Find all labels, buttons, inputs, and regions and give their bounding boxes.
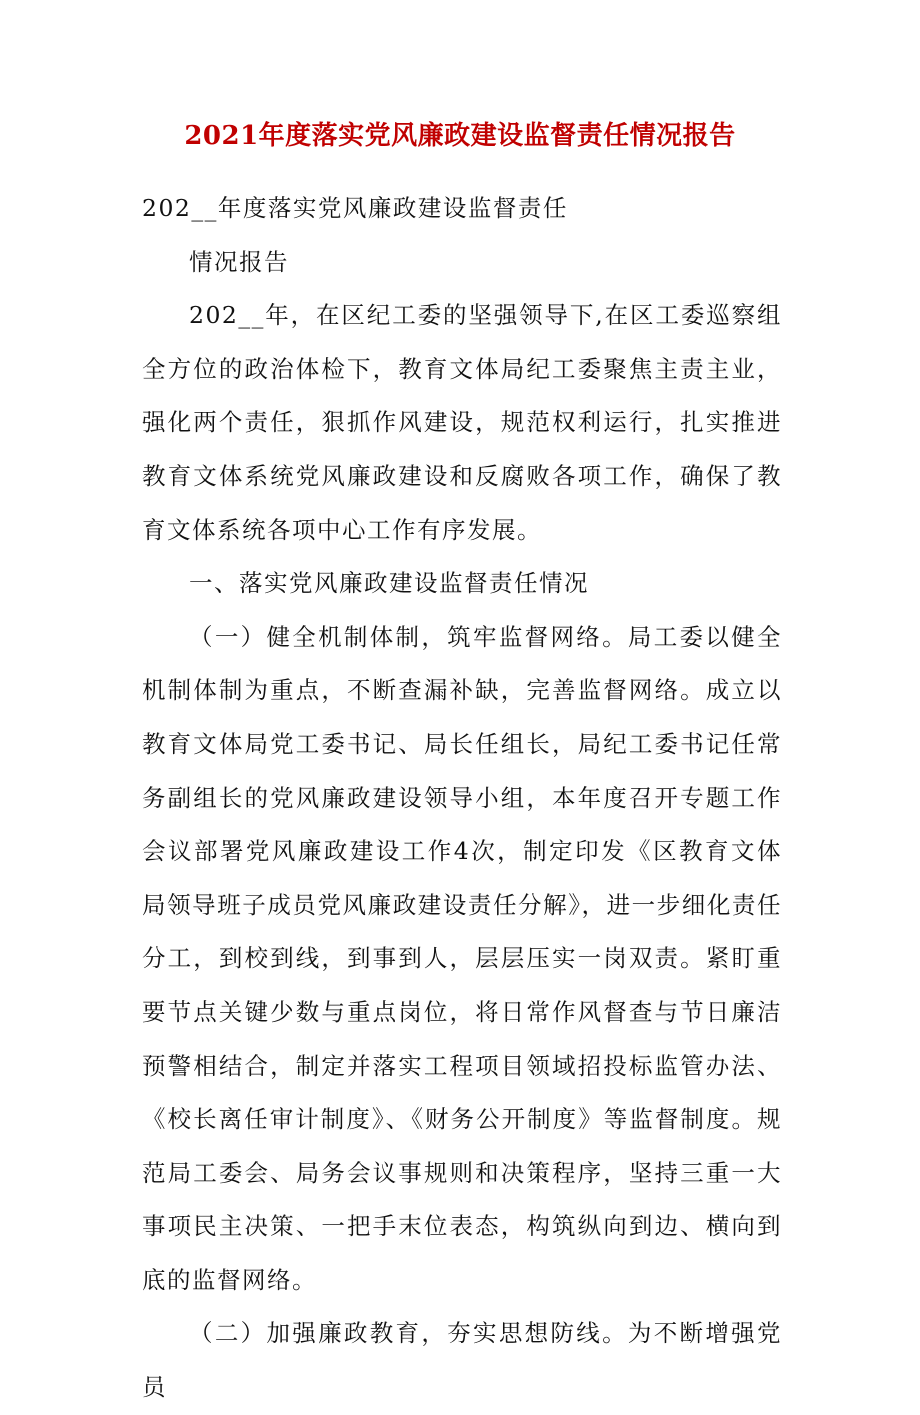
- document-body: [142, 182, 782, 1415]
- paragraph-section-1-1: （一）健全机制体制，筑牢监督网络。局工委以健全机制体制为重点，不断查漏补缺，完善监督网络。成立以教育文体局党工委书记、局长任组长，局纪工委书记任常务副组长的党风廉政建设领导小组，本年度召开专题工作会议部署党风廉政建设工作4次，制定印发《区教育文体局领导班子成员党风廉政建设责任分解》，进一步细化责任分工，到校到线，到事到人，层层压实一岗双责。紧盯重要节点关键少数与重点岗位，将日常作风督查与节日廉洁预警相结合，制定并落实工程项目领域招投标监管办法、《校长离任审计制度》、《财务公开制度》等监督制度。规范局工委会、局务会议事规则和决策程序，坚持三重一大事项民主决策、一把手末位表态，构筑纵向到边、横向到底的监督网络。: [142, 622, 782, 1294]
- subtitle-line-1: 202__年度落实党风廉政建设监督责任: [142, 194, 568, 222]
- document-title: 2021年度落实党风廉政建设监督责任情况报告: [184, 121, 736, 151]
- section-heading-1: 一、落实党风廉政建设监督责任情况: [189, 569, 589, 598]
- paragraph-section-1-2: （二）加强廉政教育，夯实思想防线。为不断增强党员: [142, 1319, 782, 1402]
- paragraph-intro: 202__年，在区纪工委的坚强领导下,在区工委巡察组全方位的政治体检下，教育文体局纪工委聚焦主责主业，强化两个责任，狠抓作风建设，规范权利运行，扎实推进教育文体系统党风廉政建设和反腐败各项工作，确保了教育文体系统各项中心工作有序发展。: [142, 301, 782, 544]
- subtitle-line-2: 情况报告: [189, 247, 289, 276]
